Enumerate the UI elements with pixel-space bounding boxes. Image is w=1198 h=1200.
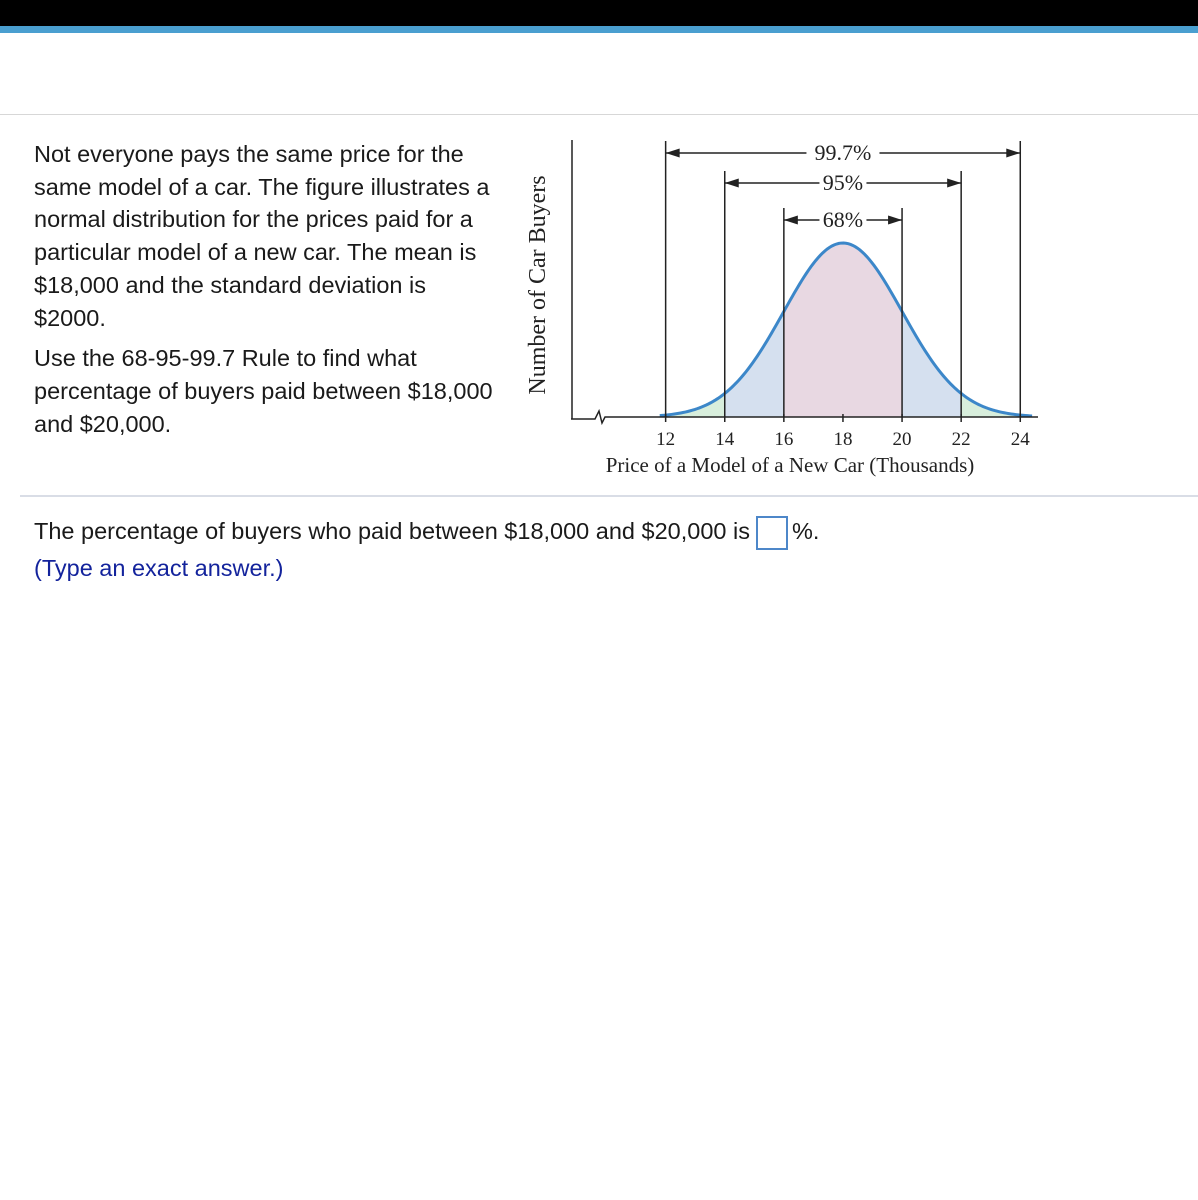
region-outer-right xyxy=(961,393,1032,417)
top-bar xyxy=(0,0,1198,26)
interval-arrow-left xyxy=(784,216,798,225)
x-tick-label: 18 xyxy=(833,429,853,450)
answer-prefix: The percentage of buyers who paid between $18,000 and $20,000 is xyxy=(34,518,750,544)
divider-top xyxy=(0,114,1198,115)
answer-suffix: %. xyxy=(791,518,820,544)
problem-statement xyxy=(34,138,504,440)
region-inner xyxy=(784,243,902,417)
interval-label: 95% xyxy=(822,170,864,195)
interval-arrow-right xyxy=(888,216,902,225)
x-tick-label: 24 xyxy=(1010,429,1030,450)
answer-input[interactable] xyxy=(756,516,788,550)
interval-label: 99.7% xyxy=(814,140,872,165)
problem-paragraph-2: Use the 68-95-99.7 Rule to find what percentage of buyers paid between $18,000 and $20,000. xyxy=(34,345,493,437)
interval-label: 68% xyxy=(822,207,864,232)
problem-paragraph-1: Not everyone pays the same price for the same model of a car. The figure illustrates a normal distribution for the prices paid for a particular model of a new car. The mean is $18,000 and the standard deviation is $2000. xyxy=(34,141,490,331)
x-tick-label: 16 xyxy=(774,429,794,450)
divider-middle xyxy=(20,495,1198,497)
x-tick-label: 22 xyxy=(951,429,971,450)
x-tick-label: 12 xyxy=(656,429,676,450)
x-tick-label: 14 xyxy=(715,429,735,450)
interval-arrow-left xyxy=(666,149,680,158)
interval-arrow-right xyxy=(1006,149,1020,158)
x-axis-title: Price of a Model of a New Car (Thousands) xyxy=(605,453,975,477)
interval-arrow-right xyxy=(947,179,961,188)
y-axis-title: Number of Car Buyers xyxy=(525,175,551,395)
top-accent-bar xyxy=(0,26,1198,33)
x-tick-label: 20 xyxy=(892,429,912,450)
answer-line xyxy=(34,514,819,550)
normal-distribution-chart xyxy=(505,125,1065,485)
normal-distribution-figure xyxy=(505,125,1065,485)
answer-hint: (Type an exact answer.) xyxy=(34,555,284,581)
interval-arrow-left xyxy=(725,179,739,188)
